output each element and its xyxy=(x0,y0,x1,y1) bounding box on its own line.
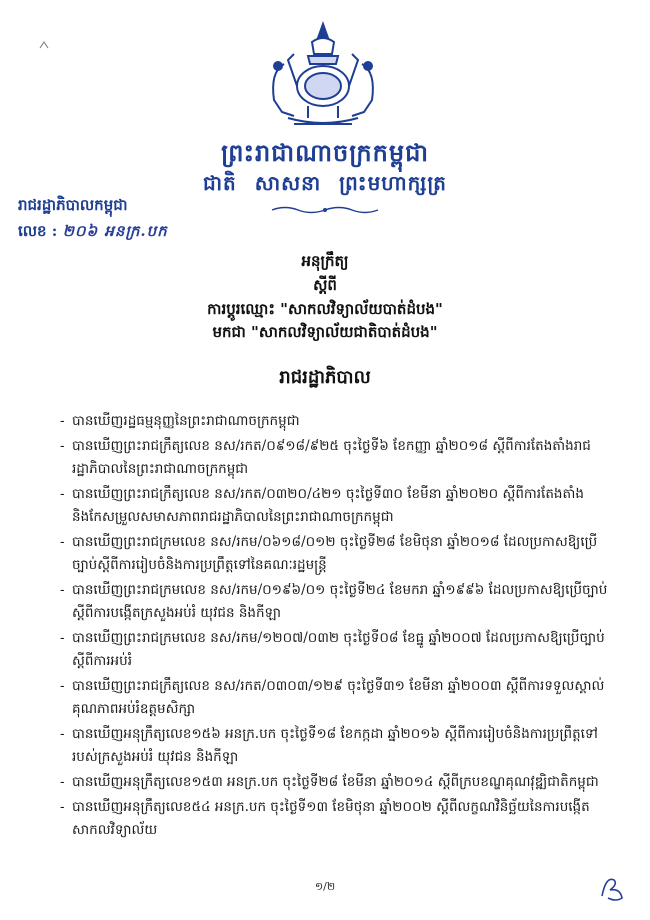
clause-item: - បានឃើញព្រះរាជក្រឹត្យលេខ នស/រកត/០៩១៨/៩២៥ ចុះថ្ងៃទី៦ ខែកញ្ញា ឆ្នាំ២០១៨ ស្តីពីការតែងតាំងរាជរដ្ឋាភិបាលនៃព្រះរាជាណាចក្រកម្ពុជា xyxy=(62,435,617,481)
document-about: ស្តីពី xyxy=(313,276,337,294)
royal-emblem-icon xyxy=(248,20,398,132)
handwritten-initial-icon xyxy=(596,870,630,904)
clause-item: - បានឃើញរដ្ឋធម្មនុញ្ញនៃព្រះរាជាណាចក្រកម្ពុជា xyxy=(62,410,617,433)
reference-label: លេខ : xyxy=(18,222,58,240)
document-subject-line2: មកជា "សាកលវិទ្យាល័យជាតិបាត់ដំបង" xyxy=(212,323,438,341)
kingdom-name: ព្រះរាជាណាចក្រកម្ពុជា xyxy=(221,138,429,167)
clause-item: - បានឃើញព្រះរាជក្រឹត្យលេខ នស/រកត/០៣២០/៤២១ ចុះថ្ងៃទី៣០ ខែមីនា ឆ្នាំ២០២០ ស្តីពីការតែងតាំងនិងកែសម្រួលសមាសភាពរាជរដ្ឋាភិបាលនៃព្រះរាជាណាចក្រកម្ពុជា xyxy=(62,483,617,529)
ornament-divider-icon xyxy=(270,205,380,215)
clause-item: - បានឃើញអនុក្រឹត្យលេខ៥៤ អនក្រ.បក ចុះថ្ងៃទី១៣ ខែមិថុនា ឆ្នាំ២០០២ ស្តីពីលក្ខណវិនិច្ឆ័យនៃការបង្កើតសាកលវិទ្យាល័យ xyxy=(62,796,617,842)
clause-item: - បានឃើញព្រះរាជក្រឹត្យលេខ នស/រកត/០៣០៣/១២៩ ចុះថ្ងៃទី៣១ ខែមីនា ឆ្នាំ២០០៣ ស្តីពីការទទួលស្គាល់គុណភាពអប់រំឧត្តមសិក្សា xyxy=(62,675,617,721)
clause-item: - បានឃើញព្រះរាជក្រមលេខ នស/រកម/០១៩៦/០១ ចុះថ្ងៃទី២៤ ខែមករា ឆ្នាំ១៩៩៦ ដែលប្រកាសឱ្យប្រើច្បាប់ស្តីពីការបង្កើតក្រសួងអប់រំ យុវជន និងកីឡា xyxy=(62,579,617,625)
document-subject-line1: ការប្តូរឈ្មោះ "សាកលវិទ្យាល័យបាត់ដំបង" xyxy=(207,300,443,318)
clause-item: - បានឃើញអនុក្រឹត្យលេខ១៥៣ អនក្រ.បក ចុះថ្ងៃទី២៨ ខែមីនា ឆ្នាំ២០១៤ ស្តីពីក្របខណ្ឌគុណវុឌ្ឍិជាតិកម្ពុជា xyxy=(62,771,617,794)
clause-item: - បានឃើញអនុក្រឹត្យលេខ១៥៦ អនក្រ.បក ចុះថ្ងៃទី១៨ ខែកក្កដា ឆ្នាំ២០១៦ ស្តីពីការរៀបចំនិងការប្រព្រឹត្តទៅរបស់ក្រសួងអប់រំ យុវជន និងកីឡា xyxy=(62,723,617,769)
issuer-heading: រាជរដ្ឋាភិបាល xyxy=(279,367,371,388)
clause-item: - បានឃើញព្រះរាជក្រមលេខ នស/រកម/១២០៧/០៣២ ចុះថ្ងៃទី០៨ ខែធ្នូ ឆ្នាំ២០០៧ ដែលប្រកាសឱ្យប្រើច្បាប់ស្តីពីការអប់រំ xyxy=(62,627,617,673)
reference-number xyxy=(18,222,168,244)
preamble-clauses xyxy=(62,410,617,844)
corner-mark xyxy=(38,38,52,52)
reference-value: ២០៦ អនក្រ.បក xyxy=(62,222,168,240)
government-name: រាជរដ្ឋាភិបាលកម្ពុជា xyxy=(18,196,128,214)
page-number: ១/២ xyxy=(314,880,336,893)
document-type: អនុក្រឹត្យ xyxy=(301,252,349,270)
national-motto: ជាតិ សាសនា ព្រះមហាក្សត្រ xyxy=(203,171,447,195)
clause-item: - បានឃើញព្រះរាជក្រមលេខ នស/រកម/០៦១៨/០១២ ចុះថ្ងៃទី២៨ ខែមិថុនា ឆ្នាំ២០១៨ ដែលប្រកាសឱ្យប្រើច្បាប់ស្តីពីការរៀបចំនិងការប្រព្រឹត្តទៅនៃគណៈរដ្ឋមន្ត្រី xyxy=(62,531,617,577)
